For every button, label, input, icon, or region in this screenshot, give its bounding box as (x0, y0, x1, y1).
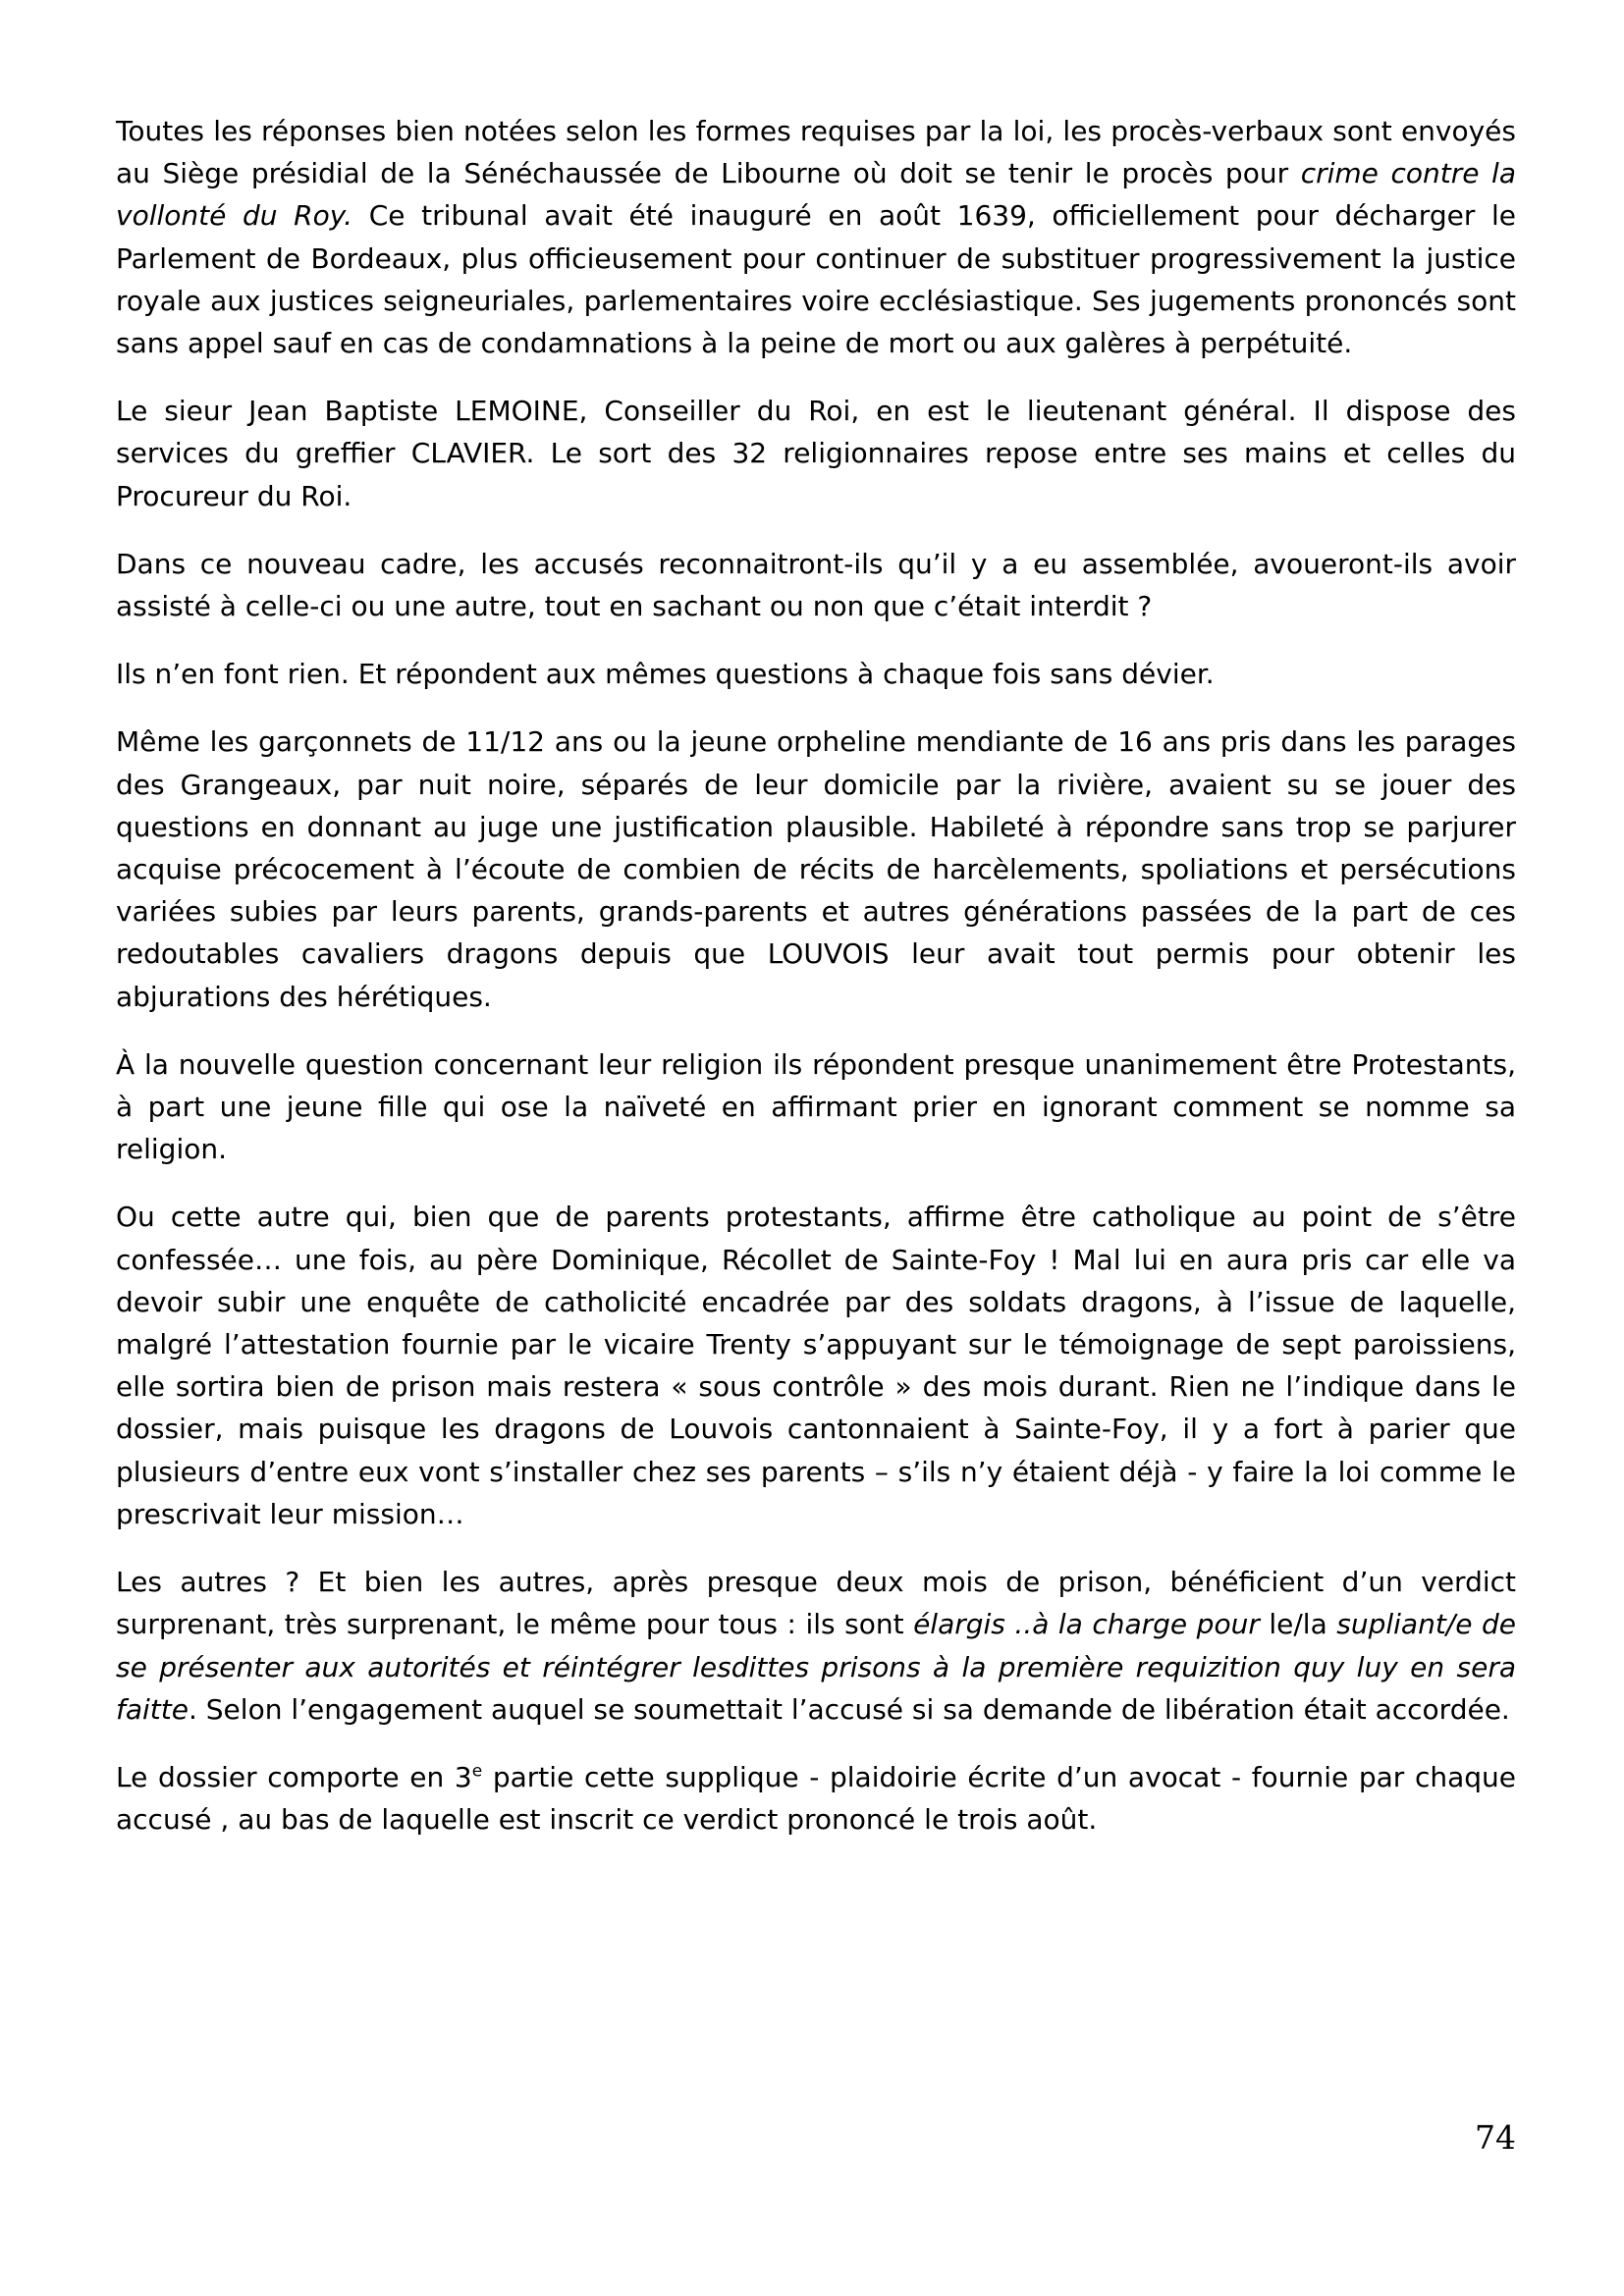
italic-quote: élargis ..à la charge pour (913, 1608, 1260, 1641)
italic-quote: supliant/e de se présenter aux autorités et réintégrer lesdittes prisons à la première requizition quy luy en sera faitte (116, 1608, 1516, 1726)
text-span: Ce tribunal avait été inauguré en août 1639, officiellement pour décharger le Parlement de Bordeaux, plus officieusement pour continuer de substituer progressivement la justice royale aux justices seigneuriales, parlementaires voire ecclésiastique. Ses jugements prononcés sont sans appel sauf en cas de condamnations à la peine de mort ou aux galères à perpétuité. (116, 199, 1516, 360)
text-span: Les autres ? Et bien les autres, après presque deux mois de prison, bénéficient d’un verdict surprenant, très surprenant, le même pour tous : ils sont (116, 1566, 1516, 1641)
paragraph-3 (116, 543, 1516, 627)
paragraph-9 (116, 1756, 1516, 1841)
text-span: le/la (1259, 1608, 1337, 1641)
text-span: Même les garçonnets de 11/12 ans ou la jeune orpheline mendiante de 16 ans pris dans les parages des Grangeaux, par nuit noire, séparés de leur domicile par la rivière, avaient su se jouer des questions en donnant au juge une justification plausible. Habileté à répondre sans trop se parjurer acquise précocement à l’écoute de combien de récits de harcèlements, spoliations et persécutions variées subies par leurs parents, grands-parents et autres générations passées de la part de ces redoutables cavaliers dragons depuis que LOUVOIS leur avait tout permis pour obtenir les abjurations des hérétiques. (116, 725, 1516, 1013)
paragraph-5 (116, 721, 1516, 1017)
paragraph-2 (116, 390, 1516, 517)
text-span: Le dossier comporte en 3 (116, 1760, 472, 1793)
text-span: Dans ce nouveau cadre, les accusés reconnaitront-ils qu’il y a eu assemblée, avoueront-ils avoir assisté à celle-ci ou une autre, tout en sachant ou non que c’était interdit ? (116, 547, 1516, 623)
text-span: Toutes les réponses bien notées selon les formes requises par la loi, les procès-verbaux sont envoyés au Siège présidial de la Sénéchaussée de Libourne où doit se tenir le procès pour (116, 115, 1516, 190)
text-span: Ils n’en font rien. Et répondent aux mêmes questions à chaque fois sans dévier. (116, 658, 1215, 691)
text-span: Le sieur Jean Baptiste LEMOINE, Conseiller du Roi, en est le lieutenant général. Il dispose des services du greffier CLAVIER. Le sort des 32 religionnaires repose entre ses mains et celles du Procureur du Roi. (116, 395, 1516, 512)
italic-quote: crime contre la vollonté du Roy. (116, 157, 1516, 233)
text-span: . Selon l’engagement auquel se soumettait l’accusé si sa demande de libération était accordée. (188, 1692, 1510, 1726)
text-span: partie cette supplique - plaidoirie écrite d’un avocat - fournie par chaque accusé , au bas de laquelle est inscrit ce verdict prononcé le trois août. (116, 1760, 1516, 1837)
paragraph-4 (116, 653, 1516, 695)
text-span: Ou cette autre qui, bien que de parents protestants, affirme être catholique au point de s’être confessée… une fois, au père Dominique, Récollet de Sainte-Foy ! Mal lui en aura pris car elle va devoir subir une enquête de catholicité encadrée par des soldats dragons, à l’issue de laquelle, malgré l’attestation fournie par le vicaire Trenty s’appuyant sur le témoignage de sept paroissiens, elle sortira bien de prison mais restera « sous contrôle » des mois durant. Rien ne l’indique dans le dossier, mais puisque les dragons de Louvois cantonnaient à Sainte-Foy, il y a fort à parier que plusieurs d’entre eux vont s’installer chez ses parents – s’ils n’y étaient déjà - y faire la loi comme le prescrivait leur mission… (116, 1201, 1516, 1530)
superscript: e (471, 1761, 483, 1782)
text-span: À la nouvelle question concernant leur religion ils répondent presque unanimement être Protestants, à part une jeune fille qui ose la naïveté en affirmant prier en ignorant comment se nomme sa religion. (116, 1047, 1516, 1166)
paragraph-8 (116, 1561, 1516, 1731)
paragraph-1 (116, 110, 1516, 364)
paragraph-6 (116, 1043, 1516, 1171)
paragraph-7 (116, 1196, 1516, 1535)
document-body (116, 110, 1516, 1841)
page-number: 74 (1475, 2118, 1516, 2157)
